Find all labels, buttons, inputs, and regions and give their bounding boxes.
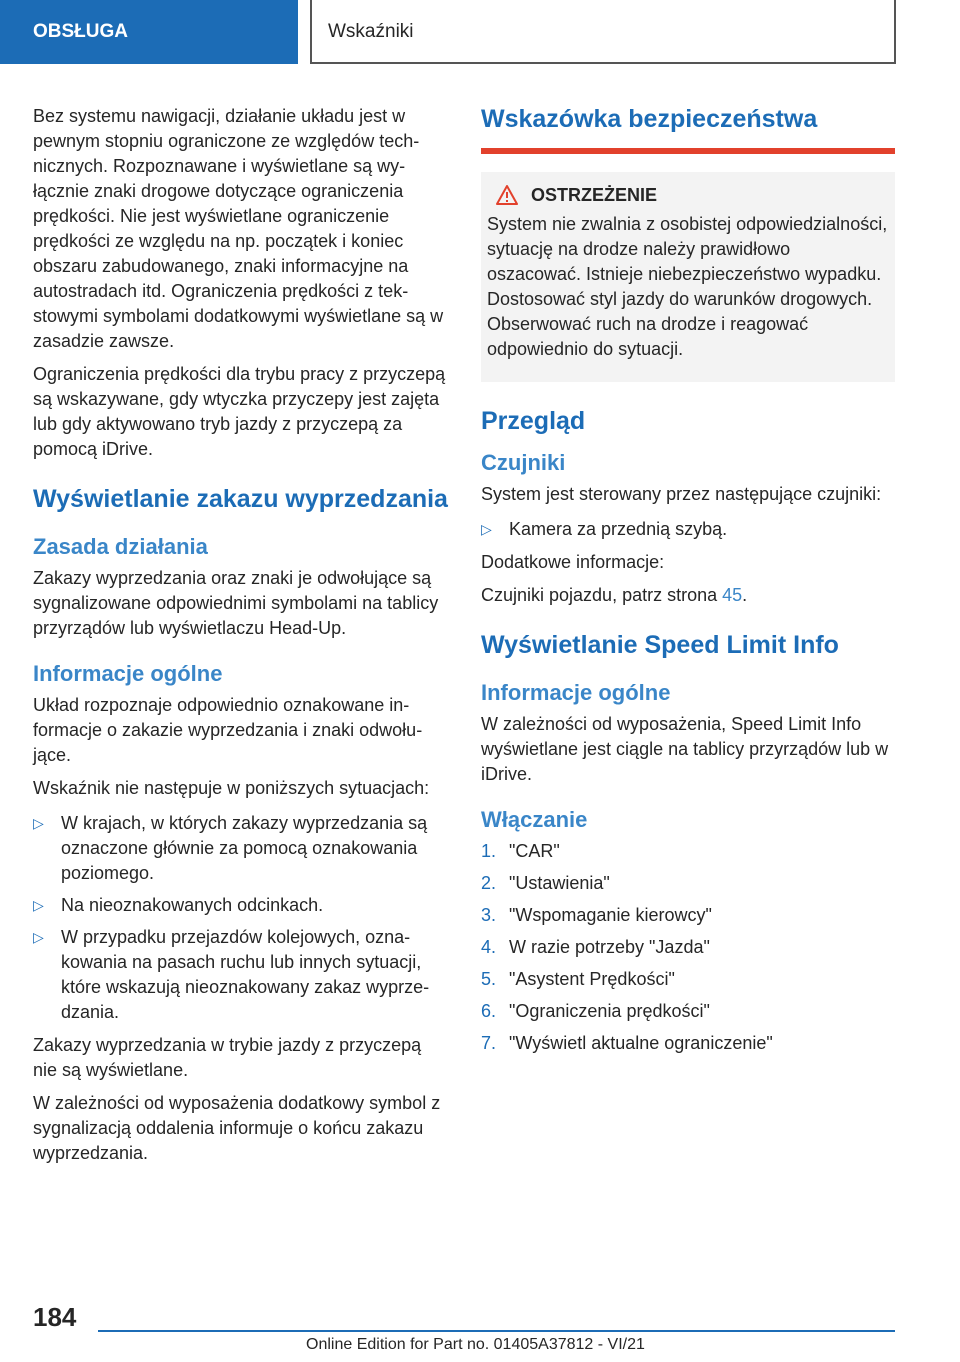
page-number: 184 (33, 1302, 77, 1332)
section-tab: OBSŁUGA (0, 0, 298, 64)
warning-box (481, 172, 895, 382)
sensor-list (481, 517, 895, 542)
heading-general-left: Informacje ogólne (33, 661, 223, 686)
heading-activation: Włączanie (481, 807, 588, 832)
general-paragraph-3: Zakazy wyprzedzania w trybie jazdy z przyczepą nie są wyświetlane. (33, 1035, 422, 1080)
warning-title-row (487, 182, 889, 208)
warning-divider (481, 148, 895, 154)
list-item: 2. "Ustawienia" (481, 873, 610, 893)
sensors-reference: Czujniki pojazdu, patrz strona 45. (481, 585, 748, 605)
situations-list (33, 811, 449, 1025)
list-item: 6. "Ograniczenia prędkości" (481, 1001, 710, 1021)
page-link[interactable]: 45 (722, 585, 743, 605)
triangle-bullet-icon: ▷ (33, 815, 44, 831)
footer-divider (98, 1330, 895, 1332)
list-item: 3. "Wspomaganie kierowcy" (481, 905, 712, 925)
list-item: ▷ W krajach, w których zakazy wyprzedzania są oznaczone głównie za pomocą oznakowania poziomego. (33, 813, 428, 883)
heading-overtaking: Wyświetlanie zakazu wyprzedzania (33, 485, 448, 513)
edition-text: Online Edition for Part no. 01405A37812 - VI/21 (306, 1336, 645, 1353)
triangle-bullet-icon: ▷ (33, 929, 44, 945)
list-item: 5. "Asystent Prędkości" (481, 969, 675, 989)
heading-sensors: Czujniki (481, 450, 566, 475)
list-item: 4. W razie potrzeby "Jazda" (481, 937, 710, 957)
warning-text: System nie zwalnia z osobistej odpowiedzialności, sytuację na drodze należy prawidłowo oszacować. Istnieje niebezpieczeństwo wypadku. Dostosować styl jazdy do warunków drogowych. Obserwować ruch na drodze i reagować odpowiednio do sytuacji. (487, 214, 888, 359)
list-item: 1. "CAR" (481, 841, 560, 861)
sensors-text: System jest sterowany przez następujące czujniki: (481, 484, 882, 504)
general-paragraph-4: W zależności od wyposażenia dodatkowy symbol z sygnalizacją oddalenia informuje o końcu zakazu wyprzedzania. (33, 1093, 441, 1163)
topic-tab: Wskaźniki (310, 0, 896, 64)
heading-safety: Wskazówka bezpieczeństwa (481, 105, 818, 133)
principle-text: Zakazy wyprzedzania oraz znaki je odwołujące są sygnalizowane odpowiednimi symbolami na tablicy przyrządów lub wyświetlaczu Head-Up. (33, 568, 439, 638)
heading-general-right: Informacje ogólne (481, 680, 671, 705)
general-paragraph-1: Układ rozpoznaje odpowiednio oznakowane informacje o zakazie wyprzedzania i znaki odwołujące. (33, 695, 423, 765)
heading-principle: Zasada działania (33, 534, 208, 559)
triangle-bullet-icon: ▷ (481, 521, 492, 537)
general-paragraph-2: Wskaźnik nie następuje w poniższych sytuacjach: (33, 778, 430, 798)
heading-speed-limit-info: Wyświetlanie Speed Limit Info (481, 631, 839, 659)
sli-text: W zależności od wyposażenia, Speed Limit Info wyświetlane jest ciągle na tablicy przyrządów lub w iDrive. (481, 714, 889, 784)
right-column (481, 104, 895, 1063)
intro-paragraph-2: Ograniczenia prędkości dla trybu pracy z przyczepą są wskazywane, gdy wtyczka przyczepy jest zajęta lub gdy aktywowano tryb jazdy z przyczepą za pomocą iDrive. (33, 364, 446, 459)
heading-overview: Przegląd (481, 407, 586, 435)
list-item: 7. "Wyświetl aktualne ograniczenie" (481, 1033, 773, 1053)
warning-triangle-icon (495, 184, 519, 206)
activation-steps (481, 839, 895, 1056)
list-item: ▷ Na nieoznakowanych odcinkach. (33, 893, 449, 918)
list-item: ▷ W przypadku przejazdów kolejowych, oznakowania na pasach ruchu lub innych sytuacji, które wskazują nieoznakowany zakaz wyprzedzania. (33, 927, 430, 1022)
intro-paragraph-1: Bez systemu nawigacji, działanie układu jest w pewnym stopniu ograniczone ze względów technicznych. Rozpoznawane i wyświetlane są wyłącznie znaki drogowe dotyczące ograniczenia prędkości. Nie jest wyświetlane ograniczenie prędkości ze względu na np. początek i koniec obszaru zabudowanego, znaki informacyjne na autostradach itd. Ograniczenia prędkości z tekstowymi symbolami dodatkowymi wyświetlane są w zasadzie zawsze. (33, 106, 444, 351)
list-item: ▷ Kamera za przednią szybą. (481, 517, 895, 542)
extra-info-label: Dodatkowe informacje: (481, 552, 665, 572)
warning-title: OSTRZEŻENIE (531, 185, 658, 205)
left-column (33, 104, 449, 1174)
triangle-bullet-icon: ▷ (33, 897, 44, 913)
